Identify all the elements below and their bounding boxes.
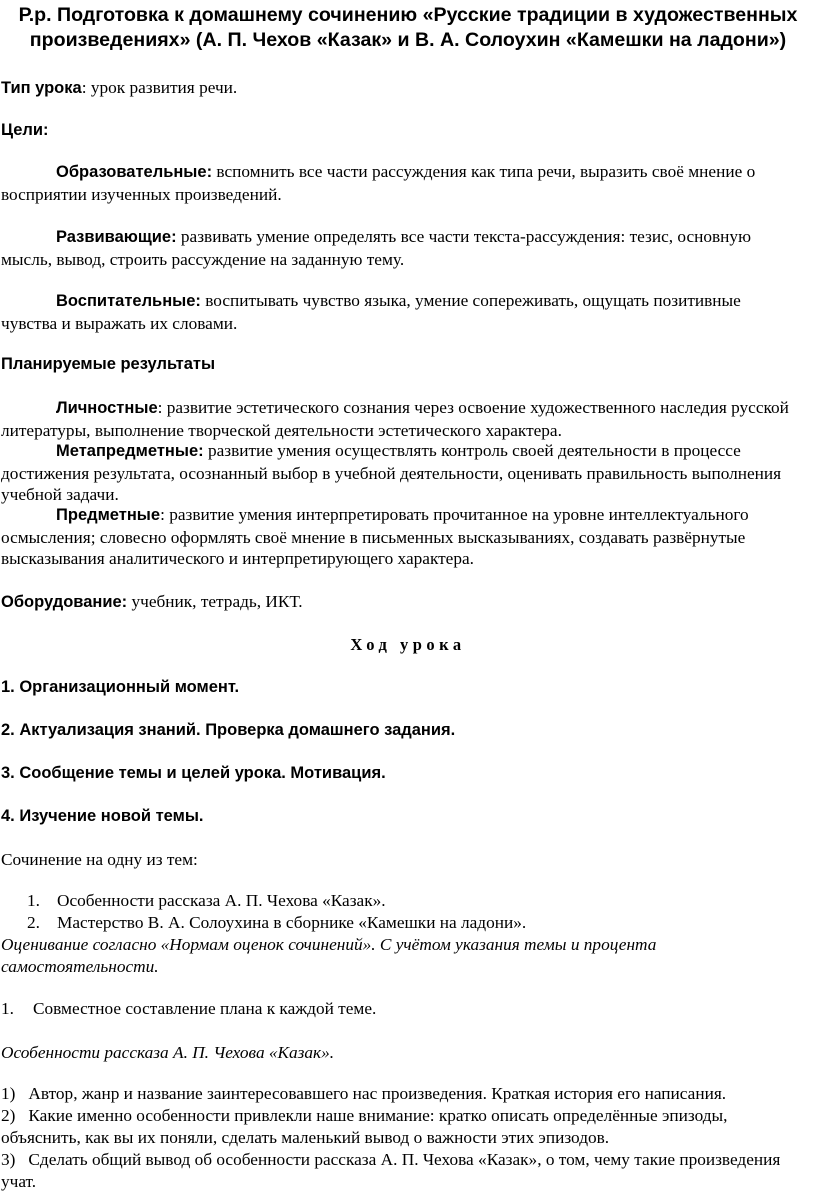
goal-developing: Развивающие: развивать умение определять все части текста-рассуждения: тезис, основную мысль, вывод, строить рассуждение на заданную тему. xyxy=(1,227,751,269)
results-heading: Планируемые результаты xyxy=(1,355,216,373)
goals-heading: Цели: xyxy=(1,121,49,139)
goal-upbringing: Воспитательные: воспитывать чувство языка, умение сопереживать, ощущать позитивные чувства и выражать их словами. xyxy=(1,291,741,333)
topic-item: 1. Особенности рассказа А. П. Чехова «Казак». xyxy=(27,891,386,910)
stage-2: 2. Актуализация знаний. Проверка домашнего задания. xyxy=(1,721,456,739)
plan-point: 3) Сделать общий вывод об особенности рассказа А. П. Чехова «Казак», о том, чему такие произведения учат. xyxy=(1,1150,781,1191)
plan-point: 1) Автор, жанр и название заинтересовавшего нас произведения. Краткая история его написания. xyxy=(1,1084,727,1103)
result-metasubject: Метапредметные: развитие умения осуществлять контроль своей деятельности в процессе достижения результата, осознанный выбор в учебной деятельности, оценивать правильность выполнения учебной задачи. xyxy=(1,441,782,504)
lesson-progress-heading: Ход урока xyxy=(350,635,466,654)
stage-1: 1. Организационный момент. xyxy=(1,678,240,696)
result-subject: Предметные: развитие умения интерпретировать прочитанное на уровне интеллектуального осмысления; словесно оформлять своё мнение в письменных высказываниях, создавать развёрнутые высказывания аналитического и интерпретирующего характера. xyxy=(1,505,749,568)
assessment-note: Оценивание согласно «Нормам оценок сочинений». С учётом указания темы и процента самостоятельности. xyxy=(1,935,657,976)
plan-point: 2) Какие именно особенности привлекли наше внимание: кратко описать определённые эпизоды, объяснить, как вы их поняли, сделать маленький вывод о важности этих эпизодов. xyxy=(1,1106,728,1147)
equipment: Оборудование: учебник, тетрадь, ИКТ. xyxy=(1,592,303,611)
stage-3: 3. Сообщение темы и целей урока. Мотивация. xyxy=(1,764,386,782)
plan-topic: Особенности рассказа А. П. Чехова «Казак». xyxy=(1,1043,335,1062)
document-title: Р.р. Подготовка к домашнему сочинению «Русские традиции в художественных произведениях» (А. П. Чехов «Казак» и В. А. Солоухин «Камешки на ладони») xyxy=(18,4,798,51)
lesson-type: Тип урока: урок развития речи. xyxy=(1,78,238,97)
goal-educational: Образовательные: вспомнить все части рассуждения как типа речи, выразить своё мнение о восприятии изученных произведений. xyxy=(1,162,756,204)
topic-item: 2. Мастерство В. А. Солоухина в сборнике «Камешки на ладони». xyxy=(27,913,527,932)
stage-4: 4. Изучение новой темы. xyxy=(1,807,204,825)
essay-intro: Сочинение на одну из тем: xyxy=(1,850,198,869)
plan-item: 1. Совместное составление плана к каждой теме. xyxy=(1,999,377,1018)
result-personal: Личностные: развитие эстетического сознания через освоение художественного наследия русской литературы, выполнение творческой деятельности эстетического характера. xyxy=(1,398,789,440)
